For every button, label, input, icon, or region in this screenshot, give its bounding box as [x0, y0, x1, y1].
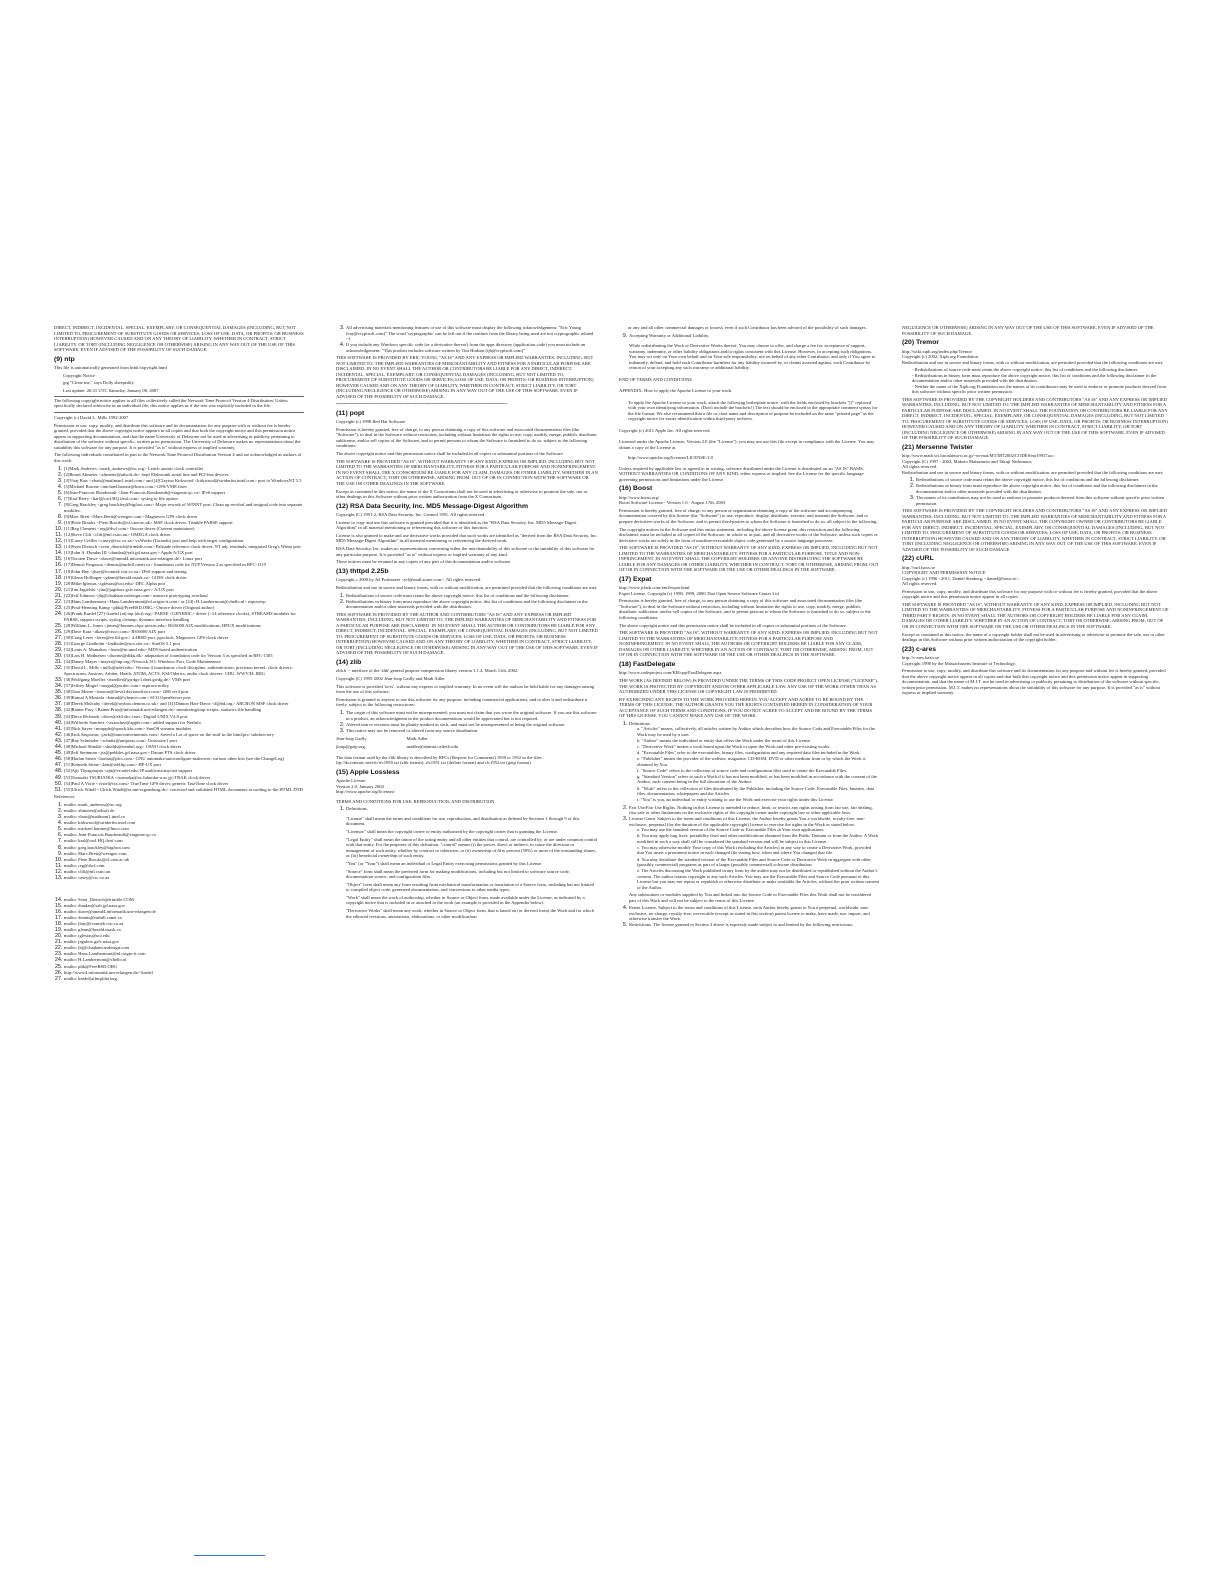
reference-item: 14. mailto: Sven_Dietrich@trimble.COM: [64, 897, 304, 903]
reference-item: 24. mailto: H.Lambermont@chello.nl: [64, 957, 304, 963]
grant-item: c. You may otherwise modify Your copy of this Work (excluding the Articles) in any way to create a Derivative Work, provided that You insert a prominent notice in each changed file stating how, when and where You changed that file.: [637, 844, 872, 856]
curl-copyright: Copyright (c) 1996 - 2011, Daniel Stenberg, <daniel@haxx.se>.: [902, 575, 1020, 581]
reference-item: 7. mailto: karl@owl.HQ.ileaf.com: [64, 838, 304, 844]
definition-item: "You" (or "Your") shall mean an individual or Legal Entity exercising permissions granted by this License.: [346, 860, 543, 866]
grant-item: a. You may use the standard version of the Source Code or Executable Files in Your own applications.: [637, 827, 825, 833]
reference-item: 11. mailto: reg@dwf.com: [64, 863, 304, 869]
definition-item: e. "Publisher" means the provider of the website, magazine, CD-ROM, DVD or other medium from or by which the Work is obtained by You.: [637, 756, 866, 767]
definition-item: i. "You" is you, an individual or entity wishing to use the Work and exercise your rights under this License.: [637, 797, 834, 803]
list-item: 2. Redistributions in binary form must reproduce the above copyright notice, this list of conditions and the following disclaimer in the documentation and/or other materials provided with the distribution.: [916, 483, 1170, 494]
expat-permission: Permission is hereby granted, free of charge, to any person obtaining a copy of this software and associated documentation files (the "Software"), to deal in the Software without restriction, including without limitation the rights to use, copy, modify, merge, publish, distribute, sublicense, and/or sell copies of the Software, and to permit persons to whom the Software is furnished to do so, subject to the following conditions:: [619, 598, 871, 620]
contributor-item: 29. [32]Louis A. Mamakos <louie@ni.umd.edu> MD5-based authentication: [64, 647, 304, 653]
reference-item: 9. mailto: Marc.Brett@westgeo.com: [64, 851, 304, 857]
contributor-item: 47. [51]Kenneth Stone <ken@sdd.hp.com> HP-UX port: [64, 762, 304, 768]
zlib-permission: Permission is granted to anyone to use this software for any purpose, including commercial applications, and to alter it and redistribute it freely, subject to the following restrictions:: [336, 696, 588, 708]
contributor-item: 16. [17]Dennis Ferguson <dennis@mrbill.canet.ca> foundation code for NTP Version 2 as specified in RFC-1119: [64, 562, 304, 568]
contributor-item: 11. [12]Steve Clift <clift@ml.csiro.au> OMEGA clock driver: [64, 532, 304, 538]
grant-item: e. The Articles discussing the Work published in any form by the author may not be distributed or republished without the Author's consent. The author retains copyright to any such Articles. You may use the Executable Files and Source Code pursuant to this License but you may not repost or republish or otherwise distribute or make available the Articles, without the prior written consent of the Author.: [637, 868, 880, 890]
contributor-list: [54, 466, 304, 793]
contributor-item: 10. [11]Reg Clemens <reg@dwf.com> Oncore driver (Current maintainer): [64, 526, 304, 532]
contributor-item: 8. [9]Marc Brett <Marc.Brett@westgeo.com> Magnavox GPS clock driver: [64, 514, 304, 520]
list-item: 4. If you include any Windows specific code (or a derivative thereof) from the apps directory (application code) you must include an acknowledgement: "This product includes software written by Tim Hudson (tjh@cryptsoft.com)": [346, 342, 598, 353]
definition-item: b. "Author" means the individual or entity that offers the Work under the terms of this License.: [637, 737, 812, 743]
fd-modules: Any subroutines or modules supplied by You and linked into the Source Code or Executable Files this Work shall not be considered part of this Work and will not be subject to the terms of this License.: [629, 892, 871, 903]
contributor-item: 49. [53]Tomoaki TSURUOKA <tsuruoka@nc.fukuoka-u.ac.jp>TRAK clock driver: [64, 775, 304, 781]
rsa-copyright: Copyright (C) 1991-2, RSA Data Security, Inc. Created 1991. All rights reserved.: [336, 512, 486, 518]
fd-sections: [619, 721, 879, 928]
popt-heading: (11) popt: [336, 409, 365, 417]
references-list-b: [54, 897, 304, 982]
ntp-notice-updated: Last update: 20:31 UTC Saturday, January 06, 2007: [63, 388, 159, 394]
reference-item: 4. mailto: kirkwood@striderfm.intel.com: [64, 820, 304, 826]
contributor-item: 12. [13]Casey Crellin <casey@csc.co.za> vxWorks (Tornado) port and help with target configuration: [64, 538, 304, 544]
ntp-copyright: Copyright (c) David L. Mills 1992-2007: [54, 414, 129, 420]
zlib-author2-name: Mark Adler: [406, 736, 428, 742]
list-item: - Redistributions in binary form must reproduce the above copyright notice, this list of conditions and the following disclaimer in the documentation and/or other materials provided with the distribution.: [912, 372, 1157, 384]
contributor-item: 4. [5]Michael Barone <michael.barone@lmco.com> GPS/VME fixes: [64, 484, 304, 490]
contributor-item: 43. [47]Ray Schnitzler <schnitz@unipress.com> Unixware1 port: [64, 738, 304, 744]
popt-copyright: Copyright (c) 1998 Red Hat Software: [336, 419, 406, 425]
tremor-conditions: [912, 367, 1170, 395]
contributor-item: 41. [45]Nick Sayer <mrapple@quack.kfu.com> SunOS streams modules: [64, 726, 304, 732]
list-item: [629, 721, 879, 803]
reference-item: 2. mailto: altmeier@atlsoft.de: [64, 808, 304, 814]
reference-item: 19. mailto: glenn@herald.usask.ca: [64, 927, 304, 933]
contributor-item: 3. [3]Viraj Bais <vbais@mailman1.intel.com> and [4]Clayton Kirkwood <kirkwood@striderfm.intel.com> port to WindowsNT 3.5: [64, 478, 304, 484]
popt-notice: The above copyright notice and this permission notice shall be included in all copies or substantial portions of the Software.: [336, 451, 564, 457]
contributor-item: 23. [25]Poul-Henning Kamp <phk@FreeBSD.ORG> Oncore driver (Original author): [64, 605, 304, 611]
contributor-item: 35. [38]Tom Moore <tmoore@fievel.daytonoh.ncr.com> i386 svr4 port: [64, 689, 304, 695]
definition-item: h. "Work" refers to the collection of files distributed by the Publisher, including the Source Code, Executable Files, binaries, data files, documentation, whitepapers and the Articles.: [637, 785, 875, 797]
apple-copyright: Copyright (c) 2011 Apple Inc. All rights reserved.: [619, 427, 711, 433]
contributor-item: 37. [40]Derek Mulcahy <derek@toybox.demon.co.uk> and [41]Damon Hart-Davis <d@hd.org> ARCRON MSF clock driver: [64, 701, 304, 707]
contributor-item: 45. [49]Jeff Steinman <jss@pebbles.jpl.nasa.gov> Datum PTS clock driver: [64, 750, 304, 756]
unless-required: Unless required by applicable law or agreed to in writing, software distributed under the License is distributed on an "AS IS" BASIS, WITHOUT WARRANTIES OR CONDITIONS OF ANY KIND, either express or implied. See the License for the specific language governing permissions and limitations under the License.: [619, 465, 864, 482]
contributor-item: 21. [22]Jeff Johnson <jbj@chatham.usdesign.com> massive prototyping overhaul: [64, 593, 304, 599]
curl-url: http://curl.haxx.se: [902, 564, 936, 570]
alac-definitions: Definitions.: [346, 806, 368, 812]
list-item: 3. All advertising materials mentioning features or use of this software must display the following acknowledgement: "Eric Young (eay@cryptsoft.com)" The word 'cryptographic' can be left out if the routines from the library being used are not cryptographic related :-).: [346, 325, 598, 342]
contributor-item: 19. [20]Mike Iglesias <iglesias@uci.edu> DEC Alpha port: [64, 581, 304, 587]
popt-warranty: THE SOFTWARE IS PROVIDED "AS IS", WITHOUT WARRANTY OF ANY KIND, EXPRESS OR IMPLIED, INCLUDING BUT NOT LIMITED TO THE WARRANTIES OF MERCHANTABILITY, FITNESS FOR A PARTICULAR PURPOSE AND NONINFRINGEMENT. IN NO EVENT SHALL THE X CONSORTIUM BE LIABLE FOR ANY CLAIM, DAMAGES OR OTHER LIABILITY, WHETHER IN AN ACTION OF CONTRACT, TORT OR OTHERWISE, ARISING FROM, OUT OF OR IN CONNECTION WITH THE SOFTWARE OR THE USE OR OTHER DEALINGS IN THE SOFTWARE.: [336, 458, 598, 486]
contributor-item: 22. [23]Hans Lambermont <Hans.Lambermont@nl.origin-it.com> or [24]<H.Lambermont@chello.nl> ntpsweep: [64, 599, 304, 605]
column-2: [336, 325, 598, 921]
cares-heading: (23) c-ares: [902, 645, 937, 653]
cares-url: http://c-ares.haxx.se: [902, 655, 939, 661]
mt-rights: All rights reserved.: [902, 464, 938, 470]
definition-item: "Object" form shall mean any form resulting from mechanical transformation or translation of a Source form, including but not limited to compiled object code, generated documentation, and conversions to other media types.: [346, 881, 594, 893]
license-url: http://www.apache.org/licenses/LICENSE-2.0: [628, 455, 713, 461]
expat-notice: The above copyright notice and this permission notice shall be included in all copies or substantial portions of the Software.: [619, 622, 847, 628]
reference-item: 20. mailto: iglesias@uci.edu: [64, 933, 304, 939]
definition-item: a. "Articles" means, collectively, all articles written by Author which describes how the Source Code and Executable Files for the Work may be used by a user.: [637, 726, 875, 737]
tremor-url: http://wiki.xiph.org/index.php/Tremor: [902, 348, 973, 354]
definition-item: f. "Source Code" refers to the collection of source code and configuration files used to create the Executable Files.: [637, 767, 848, 773]
list-item: [346, 806, 598, 919]
contributor-item: 39. [43]Dirce Richards <dirce@zk3.dec.com> Digital UNIX V4.0 port: [64, 714, 304, 720]
zlib-authors: [336, 736, 598, 751]
item9-title: Accepting Warranty or Additional Liability.: [629, 332, 710, 338]
alac-terms-title: TERMS AND CONDITIONS FOR USE, REPRODUCTION, AND DISTRIBUTION: [336, 798, 495, 804]
rsa-heading: (12) RSA Data Security, Inc. MD5 Message-Digest Algorithm: [336, 502, 528, 510]
mt-conditions: [902, 477, 1170, 506]
cares-copyright: Copyright 1998 by the Massachusetts Institute of Technology.: [902, 660, 1016, 666]
contributor-item: 38. [42]Rainer Pruy <Rainer.Pruy@informatik.uni-erlangen.de> monitoring/trap scripts, statistics file handling: [64, 707, 304, 713]
thttpd-heading: (13) thttpd 2.25b: [336, 567, 389, 575]
fd-grant-items: [637, 827, 879, 890]
list-item: 1. Redistributions of source code must retain the above copyright notice, this list of conditions and the following disclaimer.: [346, 593, 598, 599]
item9-text: While redistributing the Work or Derivative Works thereof, You may choose to offer, and charge a fee for, acceptance of support, warranty, indemnity, or other liability obligations and/or rights consistent with this License. However, in accepting such obligations, You may act only on Your own behalf and on Your sole responsibility, not on behalf of any other Contributor, and only if You agree to indemnify, defend, and hold each Contributor harmless for any liability incurred by, or claims asserted against, such Contributor by reason of your accepting any such warranty or additional liability.: [629, 343, 876, 371]
definition-item: "Work" shall mean the work of authorship, whether in Source or Object form, made available under the License, as indicated by a copyright notice that is included in or attached to the work (an example is provided in the Appendix below).: [346, 894, 585, 906]
zlib-heading: (14) zlib: [336, 658, 362, 666]
expat-warranty: THE SOFTWARE IS PROVIDED "AS IS", WITHOUT WARRANTY OF ANY KIND, EXPRESS OR IMPLIED, INCLUDING BUT NOT LIMITED TO THE WARRANTIES OF MERCHANTABILITY, FITNESS FOR A PARTICULAR PURPOSE AND NONINFRINGEMENT. IN NO EVENT SHALL THE AUTHORS OR COPYRIGHT HOLDERS BE LIABLE FOR ANY CLAIM, DAMAGES OR OTHER LIABILITY, WHETHER IN AN ACTION OF CONTRACT, TORT OR OTHERWISE, ARISING FROM, OUT OF OR IN CONNECTION WITH THE SOFTWARE OR THE USE OR OTHER DEALINGS IN THE SOFTWARE.: [619, 630, 878, 658]
ntp-notice-quote: jpg "Clone me," says Dolly sheepishly: [63, 380, 134, 386]
contributor-item: 20. [21]Jim Jagielski <jim@jagubox.gsfc.nasa.gov> A/UX port: [64, 587, 304, 593]
ntp-heading: (9) ntp: [54, 355, 75, 363]
curl-heading: (22) cURL: [902, 555, 934, 563]
contributor-item: 33. [36]Wolfgang Moeller <moeller@gwdgv1.dnet.gwdg.de> VMS port: [64, 677, 304, 683]
definition-item: "License" shall mean the terms and conditions for use, reproduction, and distribution as defined by Sections 1 through 9 of this document.: [346, 815, 580, 827]
boost-notices: The copyright notices in the Software and this entire statement, including the above license grant, this restriction and the following disclaimer, must be included in all copies of the Software, in whole or in part, and all derivative works of the Software, unless such copies or derivative works are solely in the form of machine-executable object code generated by a source language processor.: [619, 526, 878, 543]
alac-version: Version 2.0, January 2004: [336, 783, 384, 789]
reference-item: 1. mailto: mark_andrews@isc.org: [64, 802, 304, 808]
boost-warranty: THE SOFTWARE IS PROVIDED "AS IS", WITHOUT WARRANTY OF ANY KIND, EXPRESS OR IMPLIED, INCLUDING BUT NOT LIMITED TO THE WARRANTIES OF MERCHANTABILITY, FITNESS FOR A PARTICULAR PURPOSE, TITLE AND NON-INFRINGEMENT. IN NO EVENT SHALL THE COPYRIGHT HOLDERS OR ANYONE DISTRIBUTING THE SOFTWARE BE LIABLE FOR ANY DAMAGES OR OTHER LIABILITY, WHETHER IN CONTRACT, TORT OR OTHERWISE, ARISING FROM, OUT OF OR IN CONNECTION WITH THE SOFTWARE OR THE USE OR OTHER DEALINGS IN THE SOFTWARE.: [619, 545, 879, 573]
contributor-item: 32. [35]David L. Mills <mills@udel.edu> Version 4 foundation: clock discipline, authentication, precision kernel; clock drivers: Spectracom, Austron, Arbiter, Heath, ATOM, ACTS, KSI/Odetics; audio clock drivers: CHU, WWV/H, IRIG: [64, 665, 304, 676]
rsa-noreps: RSA Data Security, Inc. makes no representations concerning either the merchantability of this software or the suitability of this software for any particular purpose. It is provided "as is" without express or implied warranty of any kind.: [336, 546, 595, 557]
list-item: 3. This notice may not be removed or altered from any source distribution.: [346, 728, 598, 734]
curl-warranty: THE SOFTWARE IS PROVIDED "AS IS", WITHOUT WARRANTY OF ANY KIND, EXPRESS OR IMPLIED, INCLUDING BUT NOT LIMITED TO THE WARRANTIES OF MERCHANTABILITY, FITNESS FOR A PARTICULAR PURPOSE AND NONINFRINGEMENT OF THIRD PARTY RIGHTS. IN NO EVENT SHALL THE AUTHORS OR COPYRIGHT HOLDERS BE LIABLE FOR ANY CLAIM, DAMAGES OR OTHER LIABILITY, WHETHER IN AN ACTION OF CONTRACT, TORT OR OTHERWISE, ARISING FROM, OUT OF OR IN CONNECTION WITH THE SOFTWARE OR THE USE OR OTHER DEALINGS IN THE SOFTWARE.: [902, 601, 1169, 629]
alac-heading: (15) Apple Lossless: [336, 768, 400, 776]
list-item: - Neither the name of the Xiph.org Foundation nor the names of its contributors may be used to endorse or promote products derived from this software without specific prior written permission.: [912, 383, 1167, 395]
contributor-item: 40. [44]Wilfredo Sanchez <wsanchez@apple.com> added support for NetInfo: [64, 720, 304, 726]
contributor-item: 46. [50]Harlan Stenn <harlan@pfcs.com> GNU automake/autoconfigure makeover, various other bits (see the ChangeLog): [64, 756, 304, 762]
ntp-generated: This file is automatically generated from html/copyright.html: [54, 365, 167, 370]
rsa-notices: These notices must be retained in any copies of any part of this documentation and/or software.: [336, 559, 512, 565]
contributor-item: 31. [34]Danny Mayer <mayer@ntp.org>Network I/O, Windows Port, Code Maintenance: [64, 659, 304, 665]
popt-permission: Permission is hereby granted, free of charge, to any person obtaining a copy of this software and associated documentation files (the "Software"), to deal in the Software without restriction, including without limitation the rights to use, copy, modify, merge, publish, distribute, sublicense, and/or sell copies of the Software, and to permit persons to whom the Software is furnished to do so, subject to the following conditions:: [336, 426, 598, 449]
tremor-redistribution: Redistribution and use in source and binary forms, with or without modification, are permitted provided that the following conditions are met:: [902, 359, 1164, 365]
list-item: [629, 816, 879, 903]
zlib-author1-name: Jean-loup Gailly: [336, 736, 367, 742]
zlib-line1: zlib.h -- interface of the 'zlib' general purpose compression library version 1.1.4, March 11th, 2002: [336, 668, 518, 674]
cares-permission: Permission to use, copy, modify, and distribute this software and its documentation for any purpose and without fee is hereby granted, provided that the above copyright notice appear in all copies and that both that copyright notice and this permission notice appear in supporting documentation, and that the name of M.I.T. not be used in advertising or publicity pertaining to distribution of the software without specific, written prior permission. M.I.T. makes no representations about the suitability of this software for any purpose. It is provided "as is" without express or implied warranty.: [902, 668, 1166, 696]
reference-item: 6. mailto: Jean-Francois.Boudreault@viagenie.qc.ca: [64, 832, 304, 838]
zlib-author1-email: jloup@gzip.org: [336, 743, 365, 749]
end-terms: END OF TERMS AND CONDITIONS: [619, 376, 692, 382]
definition-item: c. "Derivative Work" means a work based upon the Work or upon the Work and other pre-existing works.: [637, 744, 831, 750]
contributor-item: 34. [37]Jeffrey Mogul <mogul@pa.dec.com> ntptrace utility: [64, 683, 304, 689]
fd-grant: License Grant. Subject to the terms and conditions of this License, the Author hereby grants You a worldwide, royalty-free, non-exclusive, perpetual (for the duration of the applicable copyright) license to exercise the rights in the Work as stated below:: [629, 816, 866, 827]
definition-item: "Licensor" shall mean the copyright owner or entity authorized by the copyright owner that is granting the License.: [346, 828, 558, 834]
contributor-item: 28. [31]George Lindholm <lindholm@ucs.ubc.ca> SunOS 5.1 port: [64, 641, 304, 647]
tremor-copyright: Copyright (c) 2002, Xiph.org Foundation: [902, 354, 978, 359]
reference-item: 3. mailto: vbais@mailman1.intel.co: [64, 814, 304, 820]
licensed-under: Licensed under the Apache License, Version 2.0 (the "License"); you may not use this file except in compliance with the License. You may obtain a copy of the License at: [619, 439, 875, 450]
alac-defs: [346, 816, 598, 919]
grant-item: d. You may distribute the standard version of the Executable Files and Source Code or Derivative Work in aggregate with other (possibly commercial) programs as part of a larger (possibly commercial) software distribution.: [637, 856, 871, 867]
contributor-item: 48. [52]Ajit Thyagarajan <ajit@ee.udel.edu>IP multicast/anycast support: [64, 768, 304, 774]
definition-item: "Source" form shall mean the preferred form for making modifications, including but not limited to software source code, documentation source, and configuration files.: [346, 868, 570, 879]
mt-url: http://www.math.sci.hiroshima-u.ac.jp/~m-mat/MT/MT2002/CODES/mt19937ar.c: [902, 453, 1055, 459]
reference-item: 16. mailto: duwe@immd4.informatik.uni-erlangen.de: [64, 909, 304, 915]
reference-item: 5. mailto: michael.barone@lmco.com: [64, 826, 304, 832]
reference-item: 21. mailto: jagubox.gsfc.nasa.gov: [64, 939, 304, 945]
thttpd-redistribution: Redistribution and use in source and binary forms, with or without modification, are permitted provided that the following conditions are met:: [336, 584, 598, 590]
fd-definitions: Definitions.: [629, 720, 651, 726]
appendix-title: APPENDIX: How to apply the Apache License to your work.: [619, 388, 733, 394]
boost-url: http://www.boost.org/: [619, 494, 660, 500]
expat-license: Expat License. Copyright (c) 1998, 1999, 2000 Thai Open Source Software Center Ltd: [619, 590, 779, 596]
list-item: 2. Altered source versions must be plainly marked as such, and must not be misrepresented as being the original software.: [346, 722, 598, 728]
zlib-author2-email: madler@alumni.caltech.edu: [406, 743, 459, 749]
list-item: 3. The names of its contributors may not be used to endorse or promote products derived from this software without specific prior written permission.: [916, 495, 1170, 506]
bottom-accent-line: [194, 1555, 265, 1556]
ntp-notice-title: Copyright Notice: [63, 372, 96, 378]
fd-work: THE WORK (AS DEFINED BELOW) IS PROVIDED UNDER THE TERMS OF THIS CODE PROJECT OPEN LICENSE ("LICENSE"). THE WORK IS PROTECTED BY COPYRIGHT AND/OR OTHER APPLICABLE LAW. ANY USE OF THE WORK OTHER THAN AS AUTHORIZED UNDER THIS LICENSE OR COPYRIGHT LAW IS PROHIBITED.: [619, 678, 878, 694]
thttpd-conditions: [336, 593, 598, 610]
ntp-contrib-intro: The following individuals contributed in part to the Network Time Protocol Distribution Version 4 and are acknowledged as authors of this work.: [54, 452, 302, 463]
curl-notice-title: COPYRIGHT AND PERMISSION NOTICE: [902, 570, 986, 576]
contributor-item: 36. [39]Kamal A Mostafa <kamal@whence.com> SCO OpenServer port: [64, 695, 304, 701]
curl-rights: All rights reserved.: [902, 581, 938, 587]
reference-item: 15. mailto: dundas@salt.jpl.nasa.gov: [64, 903, 304, 909]
references-label: References: [54, 794, 75, 800]
boost-heading: (16) Boost: [619, 485, 653, 493]
contributor-item: 30. [33]Lars H. Mathiesen <thorinn@diku.dk> adaptation of foundation code for Version 3 as specified in RFC-1305: [64, 653, 304, 659]
column-1: [54, 325, 304, 983]
column-3: [619, 325, 879, 930]
list-item: - Redistributions of source code must retain the above copyright notice, this list of conditions and the following disclaimer.: [912, 367, 1139, 373]
reference-item: 22. mailto: jbj@chatham.usdesign.com: [64, 945, 304, 951]
list-item: 5. Restrictions. The license granted in Section 3 above is expressly made subject to and limited by the following restrictions:: [629, 922, 879, 928]
list-item: [629, 333, 879, 371]
alac-definitions-list: [336, 806, 598, 919]
mt-warranty: THIS SOFTWARE IS PROVIDED BY THE COPYRIGHT HOLDERS AND CONTRIBUTORS "AS IS" AND ANY EXPRESS OR IMPLIED WARRANTIES, INCLUDING, BUT NOT LIMITED TO, THE IMPLIED WARRANTIES OF MERCHANTABILITY AND FITNESS FOR A PARTICULAR PURPOSE ARE DISCLAIMED. IN NO EVENT SHALL THE COPYRIGHT OWNER OR CONTRIBUTORS BE LIABLE FOR ANY DIRECT, INDIRECT, INCIDENTAL, SPECIAL, EXEMPLARY, OR CONSEQUENTIAL DAMAGES (INCLUDING, BUT NOT LIMITED TO, PROCUREMENT OF SUBSTITUTE GOODS OR SERVICES; LOSS OF USE, DATA, OR PROFITS; OR BUSINESS INTERRUPTION) HOWEVER CAUSED AND ON ANY THEORY OF LIABILITY, WHETHER IN CONTRACT, STRICT LIABILITY, OR TORT (INCLUDING NEGLIGENCE OR OTHERWISE) ARISING IN ANY WAY OUT OF THE USE OF THIS SOFTWARE, EVEN IF ADVISED OF THE POSSIBILITY OF SUCH DAMAGE.: [902, 508, 1168, 552]
item9-list: [619, 333, 879, 371]
ntp-notice-block: [54, 373, 304, 394]
reference-item: 17. mailto: dennis@mrbill.canet.ca: [64, 915, 304, 921]
ssl-warranty: THIS SOFTWARE IS PROVIDED BY ERIC YOUNG "AS IS" AND ANY EXPRESS OR IMPLIED WARRANTIES, INCLUDING, BUT NOT LIMITED TO, THE IMPLIED WARRANTIES OF MERCHANTABILITY AND FITNESS FOR A PARTICULAR PURPOSE ARE DISCLAIMED. IN NO EVENT SHALL THE AUTHOR OR CONTRIBUTORS BE LIABLE FOR ANY DIRECT, INDIRECT, INCIDENTAL, SPECIAL, EXEMPLARY, OR CONSEQUENTIAL DAMAGES (INCLUDING, BUT NOT LIMITED TO, PROCUREMENT OF SUBSTITUTE GOODS OR SERVICES; LOSS OF USE, DATA, OR PROFITS; OR BUSINESS INTERRUPTION) HOWEVER CAUSED AND ON ANY THEORY OF LIABILITY, WHETHER IN CONTRACT, STRICT LIABILITY, OR TORT (INCLUDING NEGLIGENCE OR OTHERWISE) ARISING IN ANY WAY OUT OF THE USE OF THIS SOFTWARE, EVEN IF ADVISED OF THE POSSIBILITY OF SUCH DAMAGE.: [336, 355, 594, 399]
grant-item: b. You may apply bug fixes, portability fixes and other modifications obtained from the Public Domain or from the Author. A Work modified in such a way shall still be considered the standard version and will be subject to this License.: [637, 833, 879, 844]
contributor-item: 42. [46]Jack Sasportas <jack@innovativeinternet.com> Saved a Lot of space on the stuff in the html/pic/ subdirectory: [64, 732, 304, 738]
col1-intro: DIRECT, INDIRECT, INCIDENTAL, SPECIAL, EXEMPLARY, OR CONSEQUENTIAL DAMAGES (INCLUDING, BUT NOT LIMITED TO, PROCUREMENT OF SUBSTITUTE GOODS OR SERVICES; LOSS OF USE, DATA, OR PROFITS; OR BUSINESS INTERRUPTION) HOWEVER CAUSED AND ON ANY THEORY OF LIABILITY, WHETHER IN CONTRACT, STRICT LIABILITY, OR TORT (INCLUDING NEGLIGENCE OR OTHERWISE) ARISING IN ANY WAY OUT OF THE USE OF THIS SOFTWARE, EVEN IF ADVISED OF THE POSSIBILITY OF SUCH DAMAGE.: [54, 325, 304, 352]
contributor-item: 2. [2]Bernd Altmeier <altmeier@atlsoft.de> hopf Elektronik serial line and PCI-bus devices: [64, 472, 304, 478]
list-item: 2. Redistributions in binary form must reproduce the above copyright notice, this list of conditions and the following disclaimer in the documentation and/or other materials provided with the distribution.: [346, 599, 598, 610]
contributor-item: 25. [28]William L. Jones <jones@hermes.chpc.utexas.edu> RS/6000 AIX modifications, HPUX modifications: [64, 623, 304, 629]
contributor-item: 6. [7]Karl Berry <karl@owl.HQ.ileaf.com> syslog to file option: [64, 496, 304, 502]
contributor-item: 5. [6]Jean-Francois Boudreault <Jean-Francois.Boudreault@viagenie.qc.ca> IPv6 support: [64, 490, 304, 496]
fd-exercising: BY EXERCISING ANY RIGHTS TO THE WORK PROVIDED HEREIN, YOU ACCEPT AND AGREE TO BE BOUND BY THE TERMS OF THIS LICENSE. THE AUTHOR GRANTS YOU THE RIGHTS CONTAINED HEREIN IN CONSIDERATION OF YOUR ACCEPTANCE OF SUCH TERMS AND CONDITIONS. IF YOU DO NOT AGREE TO ACCEPT AND BE BOUND BY THE TERMS OF THIS LICENSE, YOU CANNOT MAKE ANY USE OF THE WORK.: [619, 696, 873, 719]
boost-version: Boost Software License - Version 1.0 - August 17th, 2003: [619, 500, 726, 506]
expat-heading: (17) Expat: [619, 575, 652, 583]
mt-copyright: Copyright (C) 1997 - 2002, Makoto Matsumoto and Takuji Nishimura,: [902, 458, 1033, 464]
definition-item: g. "Standard Version" refers to such a Work if it has not been modified, or has been modified in accordance with the consent of the Author, such consent being in the full discretion of the Author.: [637, 773, 877, 785]
definition-item: d. "Executable Files" refer to the executables, binary files, configuration and any required data files included in the Work.: [637, 750, 861, 756]
contributor-item: 18. [19]Glenn Hollinger <glenn@herald.usask.ca> GOES clock driver: [64, 575, 304, 581]
reference-item: 18. mailto: jhay@icomtek.csir.co.za: [64, 921, 304, 927]
list-item: 2. Fair Use/Fair Use Rights. Nothing in this License is intended to reduce, limit, or restrict any rights arising from fair use, fair dealing, first sale or other limitations on the exclusive rights of the copyright owner under copyright law or other applicable laws.: [629, 805, 879, 816]
ssl-conditions-list: [336, 325, 598, 353]
appendix-text: To apply the Apache License to your work, attach the following boilerplate notice, with the fields enclosed by brackets "[]" replaced with your own identifying information. (Don't include the brackets!) The text should be enclosed in the appropriate comment syntax for the file format. We also recommend that a file or class name and description of purpose be included on the same "printed page" as the copyright notice for easier identification within third-party archives.: [628, 399, 878, 422]
contributor-item: 24. [26]Frank Kardel [27]<kardel (at) ntp (dot) org> PARSE <GENERIC> driver (>14 reference clocks), STREAMS modules for PARSE, support scripts, syslog cleanup, dynamic interface handling: [64, 611, 304, 622]
expat-url: http://www.jclark.com/xml/expat.html: [619, 585, 690, 591]
contributor-item: 44. [48]Michael Shields <shields@tembel.org> USNO clock driver: [64, 744, 304, 750]
col4-intro: NEGLIGENCE OR OTHERWISE) ARISING IN ANY WAY OUT OF THE USE OF THIS SOFTWARE, EVEN IF ADVISED OF THE POSSIBILITY OF SUCH DAMAGE.: [902, 325, 1154, 336]
column-4: [902, 325, 1170, 698]
curl-permission: Permission to use, copy, modify, and distribute this software for any purpose with or without fee is hereby granted, provided that the above copyright notice and this permission notice appear in all copies.: [902, 588, 1158, 600]
contributor-item: 51. [55]Ulrich Windl <Ulrich.Windl@rz.uni-regensburg.de> corrected and validated HTML documents according to the HTML DTD: [64, 787, 304, 793]
reference-item: 23. mailto: Hans.Lambermont@nl.origin-it.com: [64, 951, 304, 957]
contributor-item: 7. [8]Greg Brackley <greg.brackley@bigfoot.com> Major rework of WINNT port. Clean up recvbuf and iosignal code into separate modules.: [64, 502, 304, 513]
reference-item: 25. mailto: phk@FreeBSD.ORG: [64, 964, 304, 970]
rsa-license: License to copy and use this software is granted provided that it is identified as the "RSA Data Security, Inc. MD5 Message-Digest Algorithm" in all material mentioning or referencing this software or this function.: [336, 519, 577, 531]
ssl-separator: ==================================================================: [336, 401, 507, 407]
alac-license-name: Apache License: [336, 778, 366, 784]
contributor-item: 17. [18]John Hay <jhay@icomtek.csir.co.za> IPv6 support and testing: [64, 569, 304, 575]
zlib-format: The data format used by the zlib library is described by RFCs (Request for Comments) 1950 to 1952 in the files ftp://ds.internic.net/rfc/rfc1950.txt (zlib format), rfc1951.txt (deflate format) and rfc1952.txt (gzip format).: [336, 754, 542, 766]
mt-redistribution: Redistribution and use in source and binary forms, with or without modification, are permitted provided that the following conditions are met:: [902, 469, 1164, 475]
reference-item: 10. mailto: Piete.Brooks@cl.cam.ac.uk: [64, 857, 304, 863]
thttpd-copyright: Copyright c 2000 by Jef Poskanzer <jef@mail.acme.com>. All rights reserved.: [336, 577, 482, 583]
fd-heading: (18) FastDelegate: [619, 660, 676, 668]
fd-defs-list: [637, 726, 879, 802]
rsa-derived: License is also granted to make and use derivative works provided that such works are identified as "derived from the RSA Data Security, Inc. MD5 Message-Digest Algorithm" in all material mentioning or referencing the derived work.: [336, 532, 598, 544]
reference-item: 27. mailto: kardel(at)ntp(dot)org: [64, 976, 304, 982]
boost-permission: Permission is hereby granted, free of charge, to any person or organization obtaining a copy of the software and accompanying documentation covered by this license (the "Software") to use, reproduce, display, distribute, execute, and transmit the Software, and to prepare derivative works of the Software, and to permit third-parties to whom the Software is furnished to do so, all subject to the following:: [619, 507, 878, 524]
alac-url: http://www.apache.org/licenses/: [336, 789, 395, 795]
contributor-item: 27. [30]Craig Leres <leres@ee.lbl.gov> 4.4BSD port, ppsclock, Magnavox GPS clock driver: [64, 635, 304, 641]
cont-damages: or any and all other commercial damages or losses), even if such Contributor has been advised of the possibility of such damages.: [628, 325, 867, 330]
contributor-item: 1. [1]Mark Andrews <mark_andrews@isc.org> Leitch atomic clock controller: [64, 466, 304, 472]
contributor-item: 26. [29]Dave Katz <dkatz@cisco.com> RS/6000 AIX port: [64, 629, 304, 635]
references-list-a: [54, 802, 304, 881]
reference-item: 12. mailto: clift@ml.csiro.au: [64, 869, 304, 875]
zlib-asis: This software is provided 'as-is', without any express or implied warranty. In no event will the authors be held liable for any damages arising from the use of this software.: [336, 683, 595, 695]
reference-item: 13. mailto: casey@csc.co.za: [64, 875, 304, 881]
contributor-item: 9. [10]Piete Brooks <Piete.Brooks@cl.cam.ac.uk> MSF clock driver, Trimble PARSE support: [64, 520, 304, 526]
popt-except: Except as contained in this notice, the name of the X Consortium shall not be used in advertising or otherwise to promote the sale, use or other dealings in this Software without prior written authorization from the X Consortium.: [336, 488, 588, 500]
ntp-box: [54, 396, 304, 413]
list-item: 4. Patent License. Subject to the terms and conditions of this License, each Author hereby grants to You a perpetual, worldwide, non-exclusive, no-charge, royalty-free, irrevocable (except as stated in this section) patent license to make, have made, use, import, and otherwise transfer the Work.: [629, 905, 879, 922]
list-item: 1. The origin of this software must not be misrepresented; you must not claim that you wrote the original software. If you use this software in a product, an acknowledgment in the product documentation would be appreciated but is not required.: [346, 710, 598, 721]
fd-url: http://www.codeproject.com/KB/cpp/FastDelegate.aspx: [619, 670, 722, 676]
contributor-item: 13. [14]Sven Dietrich <sven_dietrich@trimble.com> Palisade reference clock driver, NT adj. residuals, integrated Greg's Winnt port.: [64, 544, 304, 550]
reference-item: 26. http://www4.informatik.uni-erlangen.de/~kardel: [64, 970, 304, 976]
thttpd-warranty: THIS SOFTWARE IS PROVIDED BY THE AUTHOR AND CONTRIBUTORS "AS IS" AND ANY EXPRESS OR IMPLIED WARRANTIES, INCLUDING, BUT NOT LIMITED TO, THE IMPLIED WARRANTIES OF MERCHANTABILITY AND FITNESS FOR A PARTICULAR PURPOSE ARE DISCLAIMED. IN NO EVENT SHALL THE AUTHOR OR CONTRIBUTORS BE LIABLE FOR ANY DIRECT, INDIRECT, INCIDENTAL, SPECIAL, EXEMPLARY, OR CONSEQUENTIAL DAMAGES (INCLUDING, BUT NOT LIMITED TO, PROCUREMENT OF SUBSTITUTE GOODS OR SERVICES; LOSS OF USE, DATA, OR PROFITS; OR BUSINESS INTERRUPTION) HOWEVER CAUSED AND ON ANY THEORY OF LIABILITY, WHETHER IN CONTRACT, STRICT LIABILITY, OR TORT (INCLUDING NEGLIGENCE OR OTHERWISE) ARISING IN ANY WAY OUT OF THE USE OF THIS SOFTWARE, EVEN IF ADVISED OF THE POSSIBILITY OF SUCH DAMAGE.: [336, 611, 598, 656]
definition-item: "Derivative Works" shall mean any work, whether in Source or Object form, that is based on (or derived from) the Work and for which the editorial revisions, annotations, elaborations, or other modifications: [346, 908, 594, 919]
tremor-warranty: THIS SOFTWARE IS PROVIDED BY THE COPYRIGHT HOLDERS AND CONTRIBUTORS "AS IS" AND ANY EXPRESS OR IMPLIED WARRANTIES, INCLUDING, BUT NOT LIMITED TO, THE IMPLIED WARRANTIES OF MERCHANTABILITY AND FITNESS FOR A PARTICULAR PURPOSE ARE DISCLAIMED. IN NO EVENT SHALL THE FOUNDATION OR CONTRIBUTORS BE LIABLE FOR ANY DIRECT, INDIRECT, INCIDENTAL, SPECIAL, EXEMPLARY, OR CONSEQUENTIAL DAMAGES (INCLUDING, BUT NOT LIMITED TO, PROCUREMENT OF SUBSTITUTE GOODS OR SERVICES; LOSS OF USE, DATA, OR PROFITS; OR BUSINESS INTERRUPTION) HOWEVER CAUSED AND ON ANY THEORY OF LIABILITY, WHETHER IN CONTRACT, STRICT LIABILITY, OR TORT (INCLUDING NEGLIGENCE OR OTHERWISE) ARISING IN ANY WAY OUT OF THE USE OF THIS SOFTWARE, EVEN IF ADVISED OF THE POSSIBILITY OF SUCH DAMAGE.: [902, 396, 1168, 441]
ntp-permission: Permission to use, copy, modify, and distribute this software and its documentation for any purpose with or without fee is hereby granted, provided that the above copyright notice appears in all copies and that both the copyright notice and this permission notice appear in supporting documentation, and that the name University of Delaware not be used in advertising or publicity pertaining to distribution of the software without specific, written prior permission. The University of Delaware makes no representations about the suitability this software for any purpose. It is provided "as is" without express or implied warranty.: [54, 422, 301, 450]
contributor-item: 50. [54]Paul A Vixie <vixie@vix.com> TrueTime GPS driver, generic TrueTime clock driver: [64, 781, 304, 787]
contributor-item: 14. [15]John A. Dundas III <dundas@salt.jpl.nasa.gov> Apple A/UX port: [64, 550, 304, 556]
ntp-box-text: The following copyright notice applies to all files collectively called the Network Time Protocol Version 4 Distribution. Unless specifically declared otherwise in an individual file, this notice applies as if the text was explicitly included in the file.: [54, 397, 288, 409]
zlib-line2: Copyright (C) 1995-2002 Jean-loup Gailly and Mark Adler: [336, 675, 445, 681]
tremor-heading: (20) Tremor: [902, 339, 940, 346]
contributor-item: 15. [16]Torsten Duwe <duwe@immd4.informatik.uni-erlangen.de> Linux port: [64, 556, 304, 562]
curl-except: Except as contained in this notice, the name of a copyright holder shall not be used in advertising or otherwise to promote the sale, use or other dealings in this Software without prior written authorization of the copyright holder.: [902, 631, 1165, 643]
list-item: 1. Redistributions of source code must retain the above copyright notice, this list of conditions and the following disclaimer.: [916, 477, 1170, 483]
definition-item: "Legal Entity" shall mean the union of the acting entity and all other entities that control, are controlled by, or are under common control with that entity. For the purposes of this definition, "control" means (i) the power, direct or indirect, to cause the direction or management of such entity, whether by contract or otherwise, or (ii) ownership of fifty percent (50%) or more of the outstanding shares, or (iii) beneficial ownership of such entity.: [346, 836, 598, 859]
zlib-restrictions: [336, 710, 598, 733]
reference-item: 8. mailto: greg.brackley@bigfoot.com: [64, 845, 304, 851]
mt-heading: (21) Mersenne Twister: [902, 443, 973, 451]
